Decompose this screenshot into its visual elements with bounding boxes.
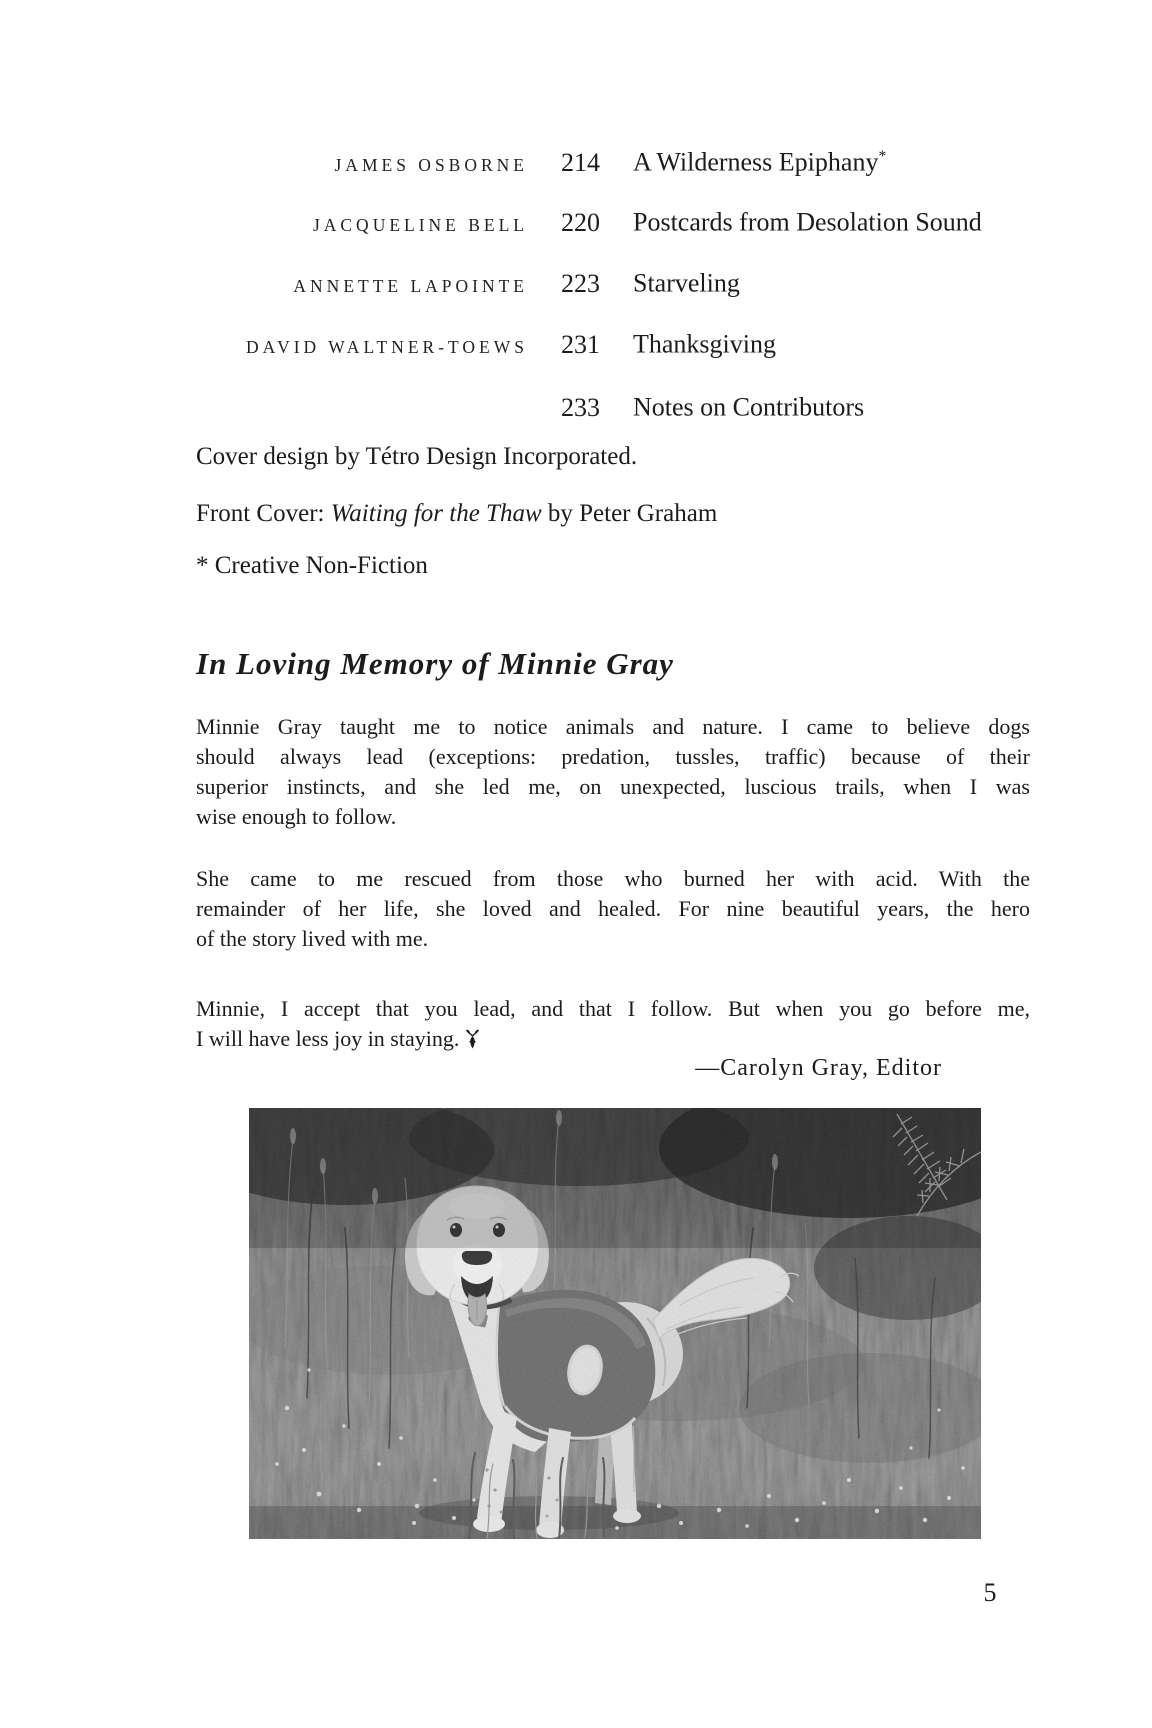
editor-byline: —Carolyn Gray, Editor xyxy=(695,1055,942,1081)
toc-page-number: 231 xyxy=(561,329,600,359)
dog-in-field-illustration xyxy=(249,1108,981,1539)
toc-title-text: Thanksgiving xyxy=(633,329,776,359)
paragraph-line-text: I will have less joy in staying. xyxy=(196,1026,460,1051)
toc-title xyxy=(633,324,776,360)
paragraph-line: should always lead (exceptions: predation, tussles, traffic) because of their xyxy=(196,744,1030,769)
toc-row xyxy=(196,324,1030,362)
toc-title xyxy=(633,263,740,299)
paragraph-line: Minnie, I accept that you lead, and that I follow. But when you go before me, xyxy=(196,996,1030,1021)
front-cover-artwork-title: Waiting for the Thaw xyxy=(330,500,542,527)
fleuron-ornament-icon xyxy=(465,1029,480,1050)
paragraph-line: Minnie Gray taught me to notice animals and nature. I came to believe dogs xyxy=(196,714,1030,739)
toc-title xyxy=(633,142,886,178)
asterisk-footnote: * Creative Non-Fiction xyxy=(196,552,428,579)
toc-page-number: 220 xyxy=(561,207,600,237)
toc-row xyxy=(196,387,1030,423)
memorial-heading: In Loving Memory of Minnie Gray xyxy=(196,646,674,681)
page-number: 5 xyxy=(983,1578,997,1607)
toc-title-text: A Wilderness Epiphany xyxy=(633,147,879,177)
paragraph-line: wise enough to follow. xyxy=(196,804,397,829)
toc-row xyxy=(196,142,1030,180)
toc-title xyxy=(633,387,864,423)
toc-author: JACQUELINE BELL xyxy=(312,214,528,235)
memorial-paragraph xyxy=(196,712,1030,832)
paragraph-line: of the story lived with me. xyxy=(196,926,429,951)
paragraph-line: She came to me rescued from those who burned her with acid. With the xyxy=(196,866,1030,891)
toc-title xyxy=(633,202,982,238)
toc-author: DAVID WALTNER-TOEWS xyxy=(246,336,528,357)
paragraph-line: remainder of her life, she loved and healed. For nine beautiful years, the hero xyxy=(196,896,1030,921)
toc-page-number: 223 xyxy=(561,268,600,298)
paragraph-line xyxy=(196,1024,1030,1054)
toc-author: ANNETTE LAPOINTE xyxy=(293,275,528,296)
memorial-paragraph xyxy=(196,864,1030,954)
toc-author: JAMES OSBORNE xyxy=(334,154,528,175)
memorial-paragraph xyxy=(196,994,1030,1054)
toc-title-text: Starveling xyxy=(633,268,740,298)
toc-title-text: Notes on Contributors xyxy=(633,392,865,422)
paragraph-line: superior instincts, and she led me, on unexpected, luscious trails, when I was xyxy=(196,774,1030,799)
memorial-dog-photo xyxy=(249,1108,981,1539)
front-cover-artist: by Peter Graham xyxy=(541,500,718,527)
toc-row xyxy=(196,202,1030,240)
toc-title-footnote-mark: * xyxy=(878,148,887,165)
toc-row xyxy=(196,263,1030,301)
toc-page-number: 233 xyxy=(561,392,600,422)
front-cover-label: Front Cover: xyxy=(196,500,331,527)
front-cover-credit xyxy=(196,499,1030,529)
toc-title-text: Postcards from Desolation Sound xyxy=(633,207,982,237)
toc-page-number: 214 xyxy=(561,147,600,177)
cover-design-credit: Cover design by Tétro Design Incorporated. xyxy=(196,443,638,470)
